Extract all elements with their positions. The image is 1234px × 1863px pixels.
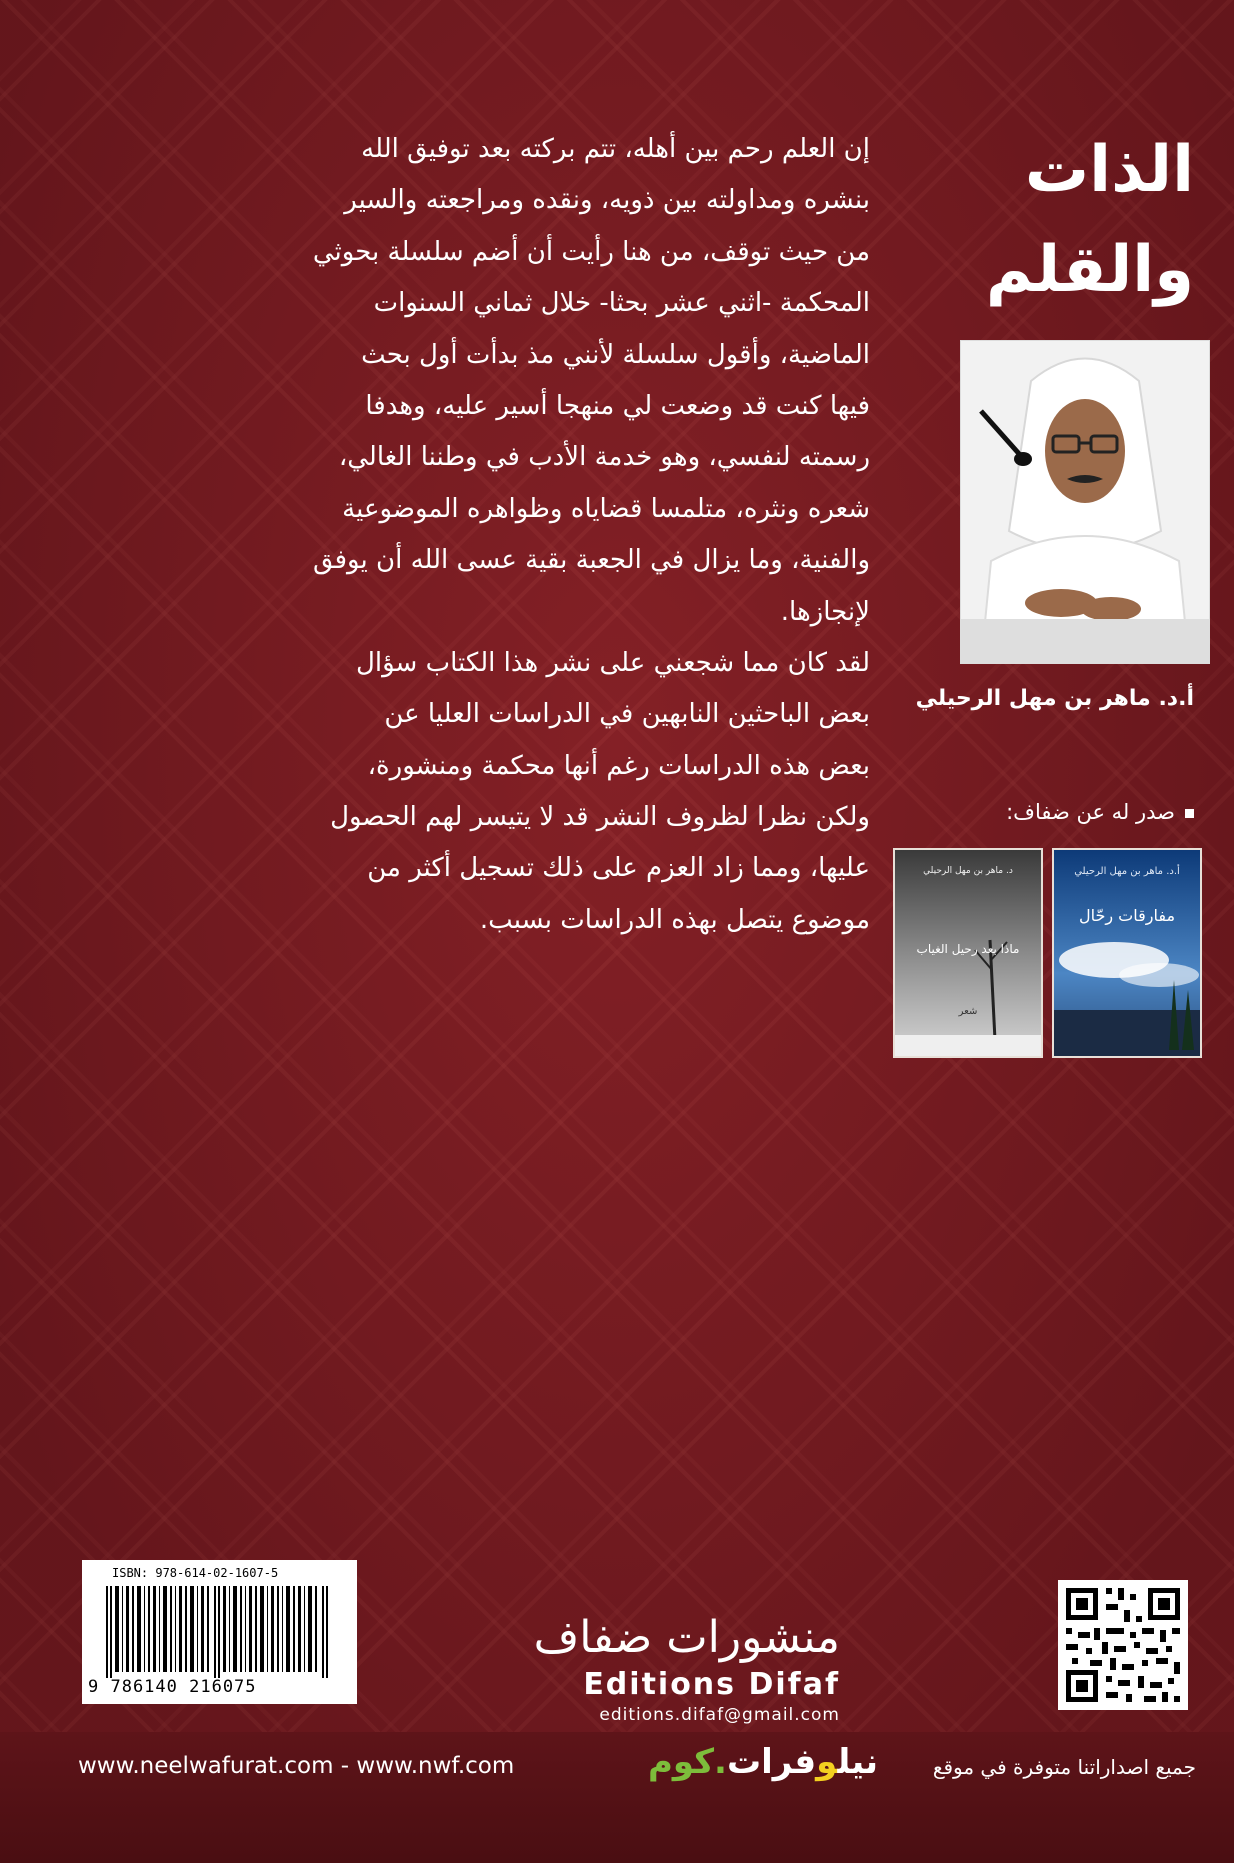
published-label bbox=[894, 800, 1194, 824]
paragraph2-line: ولكن نظرا لظروف النشر قد لا يتيسر لهم الحصول bbox=[330, 802, 870, 833]
book-title bbox=[954, 120, 1194, 320]
paragraph2-line: بعض هذه الدراسات رغم أنها محكمة ومنشورة، bbox=[367, 750, 870, 781]
isbn-barcode bbox=[82, 1560, 357, 1704]
paragraph1-line: رسمته لنفسي، وهو خدمة الأدب في وطننا الغالي، bbox=[338, 442, 870, 473]
paragraph1-line: الماضية، وأقول سلسلة لأنني مذ بدأت أول بحث bbox=[361, 339, 870, 370]
publisher-name-ar: منشورات ضفاف bbox=[533, 1612, 840, 1663]
publisher-block bbox=[500, 1610, 840, 1726]
paragraph1-line: لإنجازها. bbox=[780, 596, 870, 627]
book-1-title: مفارقات رحّال bbox=[1078, 906, 1176, 925]
book-2-subtitle: شعر bbox=[958, 1006, 978, 1017]
isbn-label: ISBN: 978-614-02-1607-5 bbox=[112, 1566, 279, 1580]
footer-urls[interactable]: www.neelwafurat.com - www.nwf.com bbox=[78, 1753, 515, 1779]
qr-code bbox=[1058, 1580, 1188, 1710]
publisher-email[interactable]: editions.difaf@gmail.com bbox=[599, 1705, 840, 1725]
paragraph2-line: عليها، ومما زاد العزم على ذلك تسجيل أكثر من bbox=[367, 853, 870, 884]
brand-part-3: فرات bbox=[726, 1742, 817, 1782]
book-2-title: ماذا بعد رحيل الغياب bbox=[916, 942, 1020, 956]
neelwafurat-logo bbox=[648, 1742, 878, 1782]
title-line-2: والقلم bbox=[985, 233, 1194, 307]
paragraph1-line: فيها كنت قد وضعت لي منهجا أسير عليه، وهدفا bbox=[365, 390, 870, 421]
brand-part-1: نيل bbox=[837, 1742, 879, 1782]
brand-part-4: .كوم bbox=[648, 1742, 727, 1782]
book-2-author: د. ماهر بن مهل الرحيلي bbox=[923, 866, 1013, 876]
paragraph1-line: إن العلم رحم بين أهله، تتم بركته بعد توفيق الله bbox=[361, 134, 870, 164]
paragraph2-line: موضوع يتصل بهذه الدراسات بسبب. bbox=[479, 904, 870, 935]
paragraph1-line: المحكمة -اثني عشر بحثا- خلال ثماني السنوات bbox=[373, 288, 870, 319]
published-label-text: صدر له عن ضفاف: bbox=[1006, 800, 1175, 824]
blurb-text bbox=[110, 124, 870, 946]
paragraph1-line: بنشره ومداولته بين ذويه، ونقده ومراجعته والسير bbox=[344, 185, 870, 216]
author-photo bbox=[960, 340, 1210, 664]
paragraph1-line: من حيث توقف، من هنا رأيت أن أضم سلسلة بحوثي bbox=[312, 236, 870, 267]
barcode-digits: 9 786140 216075 bbox=[88, 1677, 257, 1697]
book-cover-2 bbox=[893, 848, 1043, 1058]
book-1-author: أ.د. ماهر بن مهل الرحيلي bbox=[1074, 866, 1180, 877]
paragraph2-line: بعض الباحثين النابهين في الدراسات العليا عن bbox=[384, 699, 870, 730]
book-cover-1 bbox=[1052, 848, 1202, 1058]
paragraph1-line: شعره ونثره، متلمسا قضاياه وظواهره الموضوعية bbox=[342, 493, 870, 524]
paragraph2-line: لقد كان مما شجعني على نشر هذا الكتاب سؤال bbox=[356, 647, 870, 678]
footer-note: جميع اصداراتنا متوفرة في موقع bbox=[932, 1755, 1196, 1779]
paragraph1-line: والفنية، وما يزال في الجعبة بقية عسى الله أن يوفق bbox=[312, 545, 870, 576]
bullet-icon bbox=[1185, 809, 1194, 818]
title-line-1: الذات bbox=[1024, 133, 1194, 207]
publisher-name-en: Editions Difaf bbox=[583, 1667, 840, 1702]
author-name: أ.د. ماهر بن مهل الرحيلي bbox=[915, 686, 1194, 711]
footer-band bbox=[0, 1732, 1234, 1863]
brand-part-2: و bbox=[816, 1742, 838, 1782]
